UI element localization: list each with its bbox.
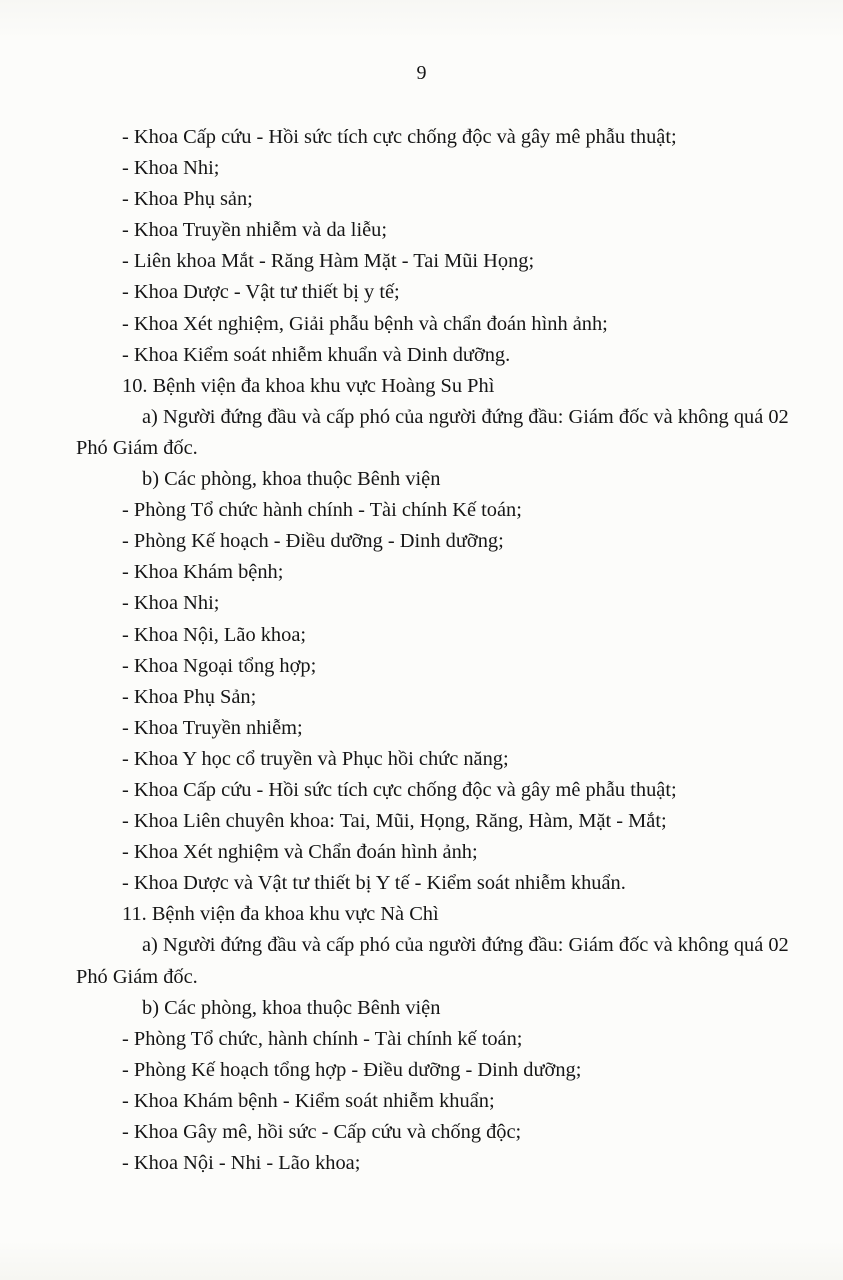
list-item: - Phòng Kế hoạch - Điều dưỡng - Dinh dưỡng; <box>122 530 504 553</box>
paragraph-line: Phó Giám đốc. <box>76 436 198 459</box>
list-item: - Khoa Dược - Vật tư thiết bị y tế; <box>122 281 400 304</box>
list-item: - Khoa Gây mê, hồi sức - Cấp cứu và chống độc; <box>122 1121 522 1143</box>
list-item: - Khoa Khám bệnh; <box>122 561 284 584</box>
list-item: - Khoa Ngoại tổng hợp; <box>122 654 317 677</box>
list-item: - Khoa Dược và Vật tư thiết bị Y tế - Kiểm soát nhiễm khuẩn. <box>122 872 626 895</box>
section-heading: 11. Bệnh viện đa khoa khu vực Nà Chì <box>122 903 439 926</box>
list-item: - Khoa Nhi; <box>122 157 220 180</box>
list-item: - Khoa Nhi; <box>122 592 220 615</box>
list-item: - Khoa Kiểm soát nhiễm khuẩn và Dinh dưỡng. <box>122 343 511 366</box>
list-item: - Khoa Liên chuyên khoa: Tai, Mũi, Họng, Răng, Hàm, Mặt - Mắt; <box>122 810 667 833</box>
list-item: - Khoa Khám bệnh - Kiểm soát nhiễm khuẩn; <box>122 1089 495 1112</box>
list-item: - Khoa Y học cổ truyền và Phục hồi chức năng; <box>122 747 509 770</box>
list-item: - Khoa Phụ sản; <box>122 188 253 211</box>
list-item: - Khoa Phụ Sản; <box>122 685 257 708</box>
list-item: - Phòng Tổ chức hành chính - Tài chính Kế toán; <box>122 499 522 522</box>
page-number: 9 <box>416 62 427 84</box>
list-item: - Khoa Xét nghiệm, Giải phẫu bệnh và chẩn đoán hình ảnh; <box>122 312 608 335</box>
list-item: - Khoa Nội - Nhi - Lão khoa; <box>122 1152 361 1175</box>
list-item: - Khoa Cấp cứu - Hồi sức tích cực chống độc và gây mê phẫu thuật; <box>122 778 677 801</box>
subsection-heading: b) Các phòng, khoa thuộc Bênh viện <box>142 996 441 1019</box>
paragraph-line: Phó Giám đốc. <box>76 965 198 988</box>
list-item: - Liên khoa Mắt - Răng Hàm Mặt - Tai Mũi Họng; <box>122 250 535 273</box>
list-item: - Khoa Nội, Lão khoa; <box>122 623 307 646</box>
list-item: - Khoa Truyền nhiễm; <box>122 716 303 739</box>
list-item: - Khoa Truyền nhiễm và da liễu; <box>122 219 388 242</box>
paragraph-line: a) Người đứng đầu và cấp phó của người đứng đầu: Giám đốc và không quá 02 <box>142 405 789 428</box>
document-body <box>76 122 796 1179</box>
list-item: - Khoa Cấp cứu - Hồi sức tích cực chống độc và gây mê phẫu thuật; <box>122 126 677 148</box>
section-heading: 10. Bệnh viện đa khoa khu vực Hoàng Su Phì <box>122 374 495 397</box>
subsection-heading: b) Các phòng, khoa thuộc Bênh viện <box>142 468 441 491</box>
paragraph-line: a) Người đứng đầu và cấp phó của người đứng đầu: Giám đốc và không quá 02 <box>142 934 789 957</box>
list-item: - Khoa Xét nghiệm và Chẩn đoán hình ảnh; <box>122 841 478 864</box>
list-item: - Phòng Kế hoạch tổng hợp - Điều dưỡng - Dinh dưỡng; <box>122 1058 582 1081</box>
list-item: - Phòng Tổ chức, hành chính - Tài chính kế toán; <box>122 1027 523 1050</box>
